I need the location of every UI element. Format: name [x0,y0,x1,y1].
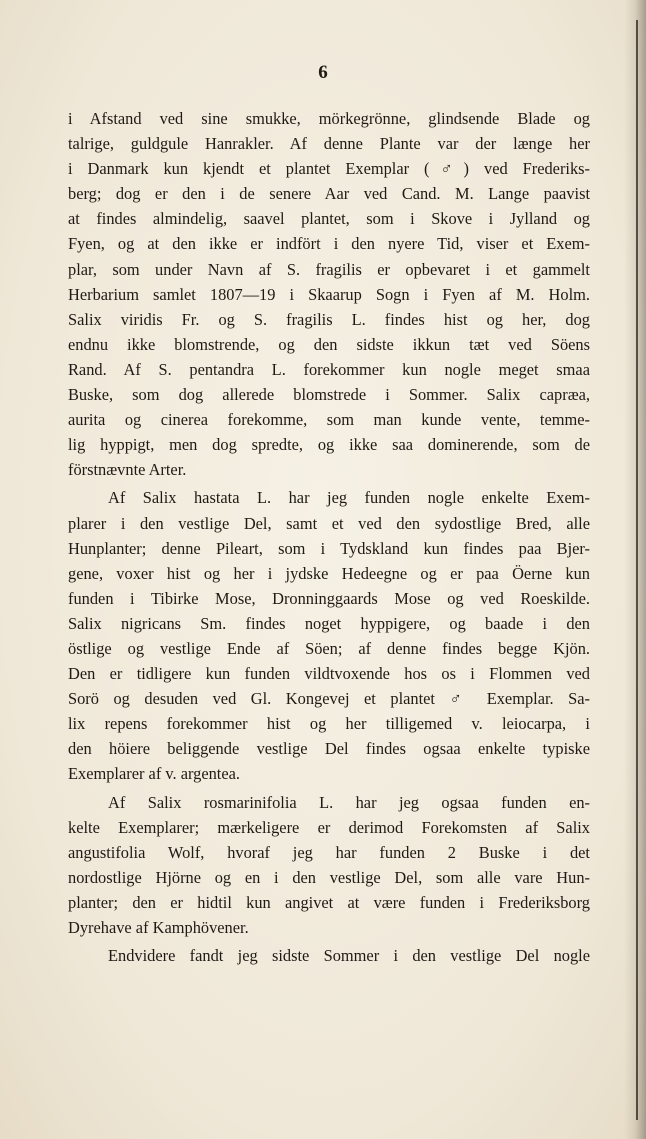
text-line: Dyrehave af Kamphövener. [68,918,249,937]
text-line: kelte Exemplarer; mærkeligere er derimod Forekomsten af Salix [68,817,590,837]
text-line: Buske, som dog allerede blomstrede i Sommer. Salix capræa, [68,385,590,405]
text-line: förstnævnte Arter. [68,460,187,480]
text-line: Den er tidligere kun funden vildtvoxende hos os i Flommen ved [68,664,590,684]
text-line: Rand. Af S. pentandra L. forekommer kun nogle meget smaa [68,359,590,379]
text-line: Af Salix hastata L. har jeg funden nogle enkelte Exem- [108,488,590,508]
text-line: i Danmark kun kjendt et plantet Exemplar (♂) ved Frederiks- [68,159,590,179]
text-line: gene, voxer hist og her i jydske Hedeegne og er paa Öerne kun [68,563,590,583]
page-edge-line [636,20,638,1120]
text-line: plar, som under Navn af S. fragilis er opbevaret i et gammelt [68,259,590,279]
text-line: Salix viridis Fr. og S. fragilis L. findes hist og her, dog [68,309,590,329]
body-text [68,106,590,968]
text-line: plarer i den vestlige Del, samt et ved den sydostlige Bred, alle [68,513,590,533]
text-line: talrige, guldgule Hanrakler. Af denne Plante var der længe her [68,134,590,154]
text-line: angustifolia Wolf, hvoraf jeg har funden 2 Buske i det [68,842,590,862]
text-line: i Afstand ved sine smukke, mörkegrönne, glindsende Blade og [68,109,590,128]
text-line: nordostlige Hjörne og en i den vestlige Del, som alle vare Hun- [68,867,590,887]
text-line: lig hyppigt, men dog spredte, og ikke saa dominerende, som de [68,435,590,455]
text-line: Af Salix rosmarinifolia L. har jeg ogsaa funden en- [108,792,590,812]
text-line: Sorö og desuden ved Gl. Kongevej et plantet ♂ Exemplar. Sa- [68,689,590,709]
text-line: den höiere beliggende vestlige Del findes ogsaa enkelte typiske [68,739,590,759]
text-line: Herbarium samlet 1807—19 i Skaarup Sogn i Fyen af M. Holm. [68,284,590,304]
page-number: 6 [318,62,328,83]
page-edge-shadow [624,0,646,1139]
text-line: at findes almindelig, saavel plantet, som i Skove i Jylland og [68,209,590,229]
text-line: Exemplarer af v. argentea. [68,764,241,784]
text-line: funden i Tibirke Mose, Dronninggaards Mose og ved Roeskilde. [68,588,590,608]
text-line: Fyen, og at den ikke er indfört i den nyere Tid, viser et Exem- [68,234,590,254]
text-line: endnu ikke blomstrende, og den sidste ikkun tæt ved Söens [68,334,590,354]
text-line: östlige og vestlige Ende af Söen; af denne findes begge Kjön. [68,638,590,658]
text-line: Salix nigricans Sm. findes noget hyppigere, og baade i den [68,613,590,633]
text-line: lix repens forekommer hist og her tilligemed v. leiocarpa, i [68,714,590,734]
text-line: planter; den er hidtil kun angivet at være funden i Frederiksborg [68,892,590,912]
text-line: Endvidere fandt jeg sidste Sommer i den vestlige Del nogle [108,946,590,966]
text-line: Hunplanter; denne Pileart, som i Tydskland kun findes paa Bjer- [68,538,590,558]
text-line: berg; dog er den i de senere Aar ved Cand. M. Lange paavist [68,184,590,204]
text-line: aurita og cinerea forekomme, som man kunde vente, temme- [68,410,590,430]
